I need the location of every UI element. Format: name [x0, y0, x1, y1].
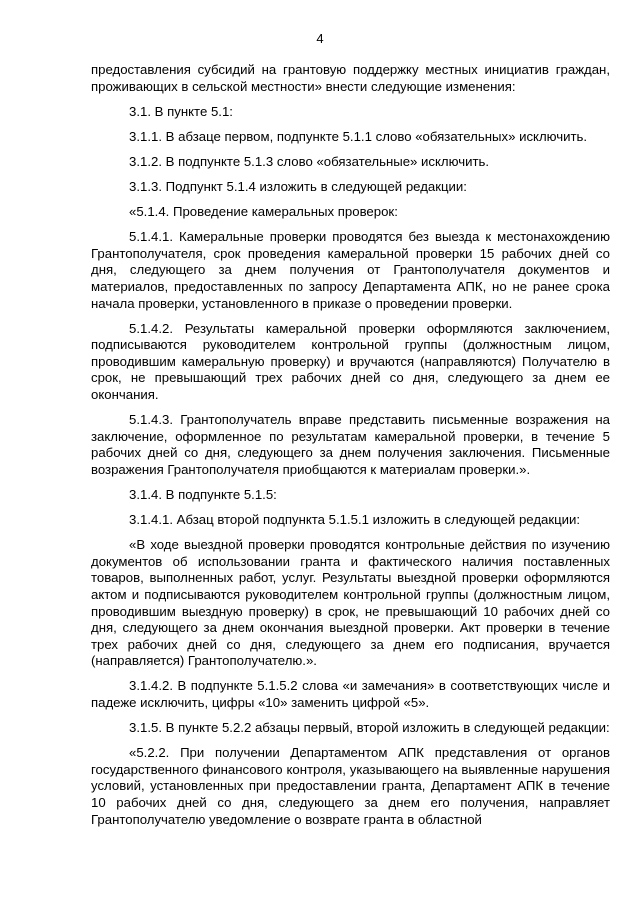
document-body [91, 62, 610, 837]
paragraph-3-1-3: 3.1.3. Подпункт 5.1.4 изложить в следующей редакции: [129, 178, 467, 194]
paragraph-3-1-5: 3.1.5. В пункте 5.2.2 абзацы первый, второй изложить в следующей редакции: [129, 720, 610, 736]
paragraph-intro: предоставления субсидий на грантовую поддержку местных инициатив граждан, проживающих в сельской местности» внести следующие изменения: [91, 62, 610, 94]
page-number: 4 [316, 31, 324, 46]
paragraph-3-1-2: 3.1.2. В подпункте 5.1.3 слово «обязательные» исключить. [129, 153, 490, 169]
paragraph-5-1-4-3: 5.1.4.3. Грантополучатель вправе представить письменные возражения на заключение, оформленное по результатам камеральной проверки, в течение 5 рабочих дней со дня, следующего за днем получения заключения. Письменные возражения Грантополучателя приобщаются к материалам проверки.». [91, 412, 610, 477]
paragraph-3-1-4-2: 3.1.4.2. В подпункте 5.1.5.2 слова «и замечания» в соответствующих числе и падеже исключить, цифры «10» заменить цифрой «5». [91, 678, 610, 710]
paragraph-5-1-4-1: 5.1.4.1. Камеральные проверки проводятся без выезда к местонахождению Грантополучателя, срок проведения камеральной проверки 15 рабочих дней со дня, следующего за днем получения от Грантополучателя документов и материалов, предоставленных по запросу Департамента АПК, но не ранее срока начала проверки, установленного в приказе о проведении проверки. [91, 229, 610, 311]
paragraph-5-1-4-2: 5.1.4.2. Результаты камеральной проверки оформляются заключением, подписываются руководителем контрольной группы (должностным лицом, проводившим камеральную проверку) и вручаются (направляются) Получателю в срок, не превышающий трех рабочих дней со дня, следующего за днем ее окончания. [91, 320, 610, 402]
paragraph-5-2-2: «5.2.2. При получении Департаментом АПК представления от органов государственного финансового контроля, указывающего на выявленные нарушения условий, установленных при предоставлении гранта, Департамент АПК в течение 10 рабочих дней со дня, следующего за днем его получения, направляет Грантополучателю уведомление о возврате гранта в областной [91, 745, 610, 827]
paragraph-3-1: 3.1. В пункте 5.1: [129, 103, 233, 119]
paragraph-3-1-1: 3.1.1. В абзаце первом, подпункте 5.1.1 слово «обязательных» исключить. [129, 128, 588, 144]
paragraph-3-1-4: 3.1.4. В подпункте 5.1.5: [129, 486, 277, 502]
paragraph-field-inspection: «В ходе выездной проверки проводятся контрольные действия по изучению документов об использовании гранта и фактического наличия поставленных товаров, выполненных работ, услуг. Результаты выездной проверки оформляются актом и подписываются руководителем контрольной группы (должностным лицом, проводившим выездную проверку) в срок, не превышающий 10 рабочих дней со дня, следующего за днем окончания выездной проверки. Акт проверки в течение трех рабочих дней со дня, следующего за днем его подписания, вручается (направляется) Грантополучателю.». [91, 537, 610, 669]
paragraph-3-1-4-1: 3.1.4.1. Абзац второй подпункта 5.1.5.1 изложить в следующей редакции: [129, 512, 581, 528]
paragraph-5-1-4: «5.1.4. Проведение камеральных проверок: [129, 204, 398, 220]
